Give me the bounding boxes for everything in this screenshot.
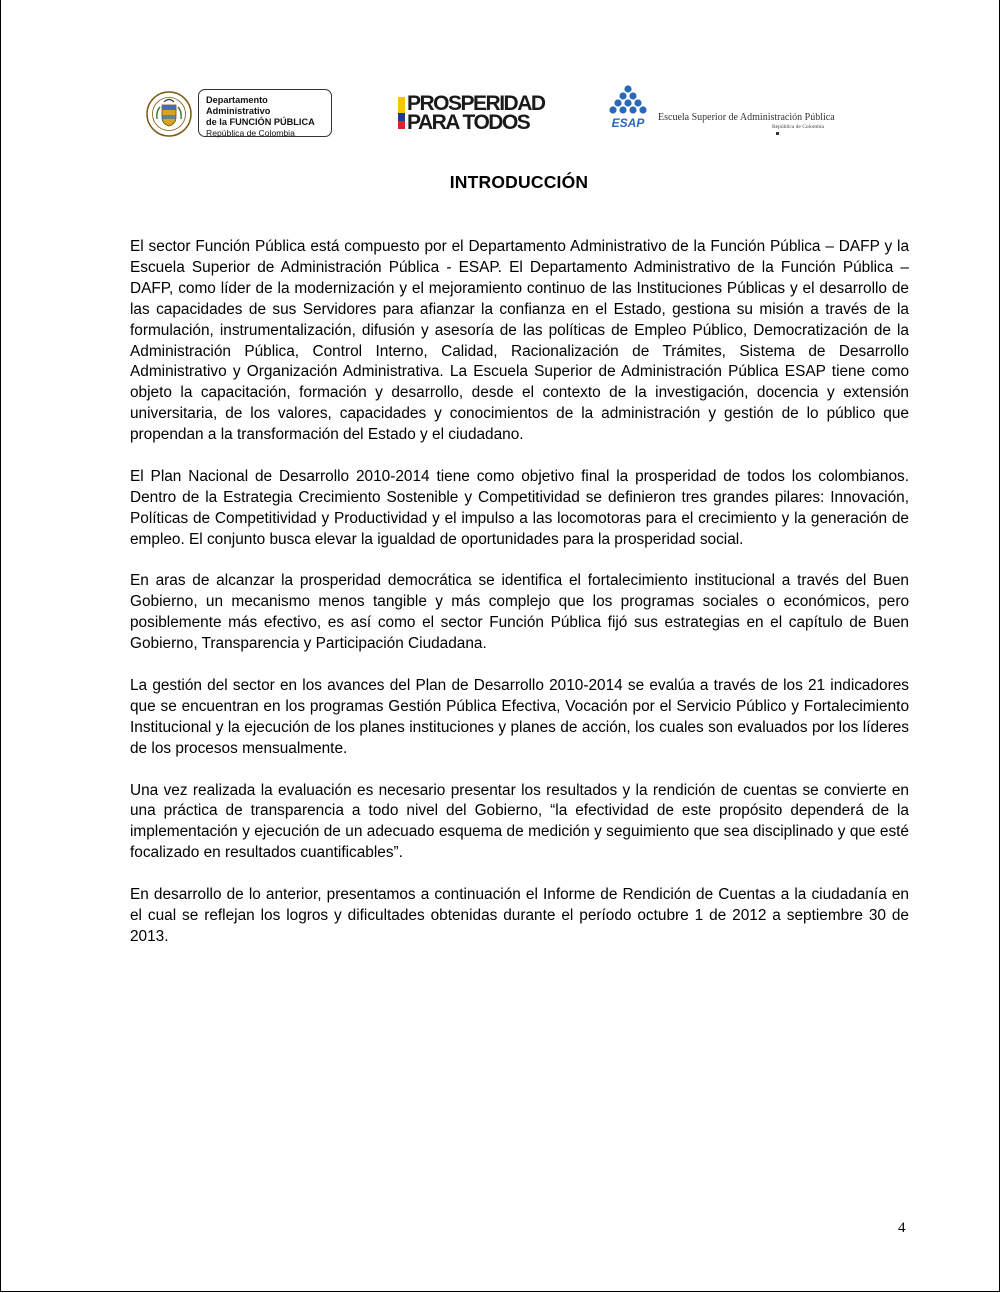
- dafp-logo: [146, 89, 336, 141]
- esap-logo-subtitle: República de Colombia: [772, 124, 824, 130]
- page-number: 4: [898, 1220, 906, 1236]
- prosperidad-line1: PROSPERIDAD: [407, 92, 545, 115]
- paragraph-3: En aras de alcanzar la prosperidad democrática se identifica el fortalecimiento institucional a través del Buen Gobierno, un mecanismo menos tangible y más complejo que los programas sociales o económicos, pero posiblemente más efectivo, es así como el sector Función Pública fijó sus estrategias en el capítulo de Buen Gobierno, Transparencia y Participación Ciudadana.: [130, 572, 909, 653]
- paragraph-1: El sector Función Pública está compuesto por el Departamento Administrativo de la Función Pública – DAFP y la Escuela Superior de Administración Pública - ESAP. El Departamento Administrativo de la Función Pública – DAFP, como líder de la modernización y el mejoramiento continuo de las Instituciones Públicas y el desarrollo de las capacidades de sus Servidores para afianzar la confianza en el Estado, gestiona su misión a través de la formulación, instrumentalización, difusión y asesoría de las políticas de Empleo Público, Democratización de la Administración Pública, Control Interno, Calidad, Racionalización de Trámites, Sistema de Desarrollo Administrativo y Organización Administrativa. La Escuela Superior de Administración Pública ESAP tiene como objeto la capacitación, formación y desarrollo, desde el contexto de la investigación, docencia y extensión universitaria, de los valores, capacidades y conocimientos de la administración y gestión de lo público que propendan a la transformación del Estado y el ciudadano.: [130, 238, 909, 444]
- header-logos: [1, 84, 1001, 144]
- document-body: [130, 237, 909, 969]
- prosperidad-logo-text: [407, 94, 545, 132]
- paragraph-4: La gestión del sector en los avances del Plan de Desarrollo 2010-2014 se evalúa a través de los 21 indicadores que se encuentran en los programas Gestión Pública Efectiva, Vocación por el Servicio Público y Fortalecimiento Institucional y la ejecución de los planes instituciones y planes de acción, los cuales son evaluados por los líderes de los procesos mensualmente.: [130, 676, 909, 757]
- dafp-logo-line1: Departamento Administrativo: [206, 95, 271, 116]
- paragraph-2: El Plan Nacional de Desarrollo 2010-2014 tiene como objetivo final la prosperidad de todos los colombianos. Dentro de la Estrategia Crecimiento Sostenible y Competitividad se definieron tres grandes pilares: Innovación, Políticas de Competitividad y Productividad y el impulso a las locomotoras para el crecimiento y la generación de empleo. El conjunto busca elevar la igualdad de oportunidades para la prosperidad social.: [130, 467, 909, 548]
- prosperidad-logo: [398, 94, 550, 134]
- esap-mark-text: ESAP: [611, 116, 645, 130]
- paragraph-5: Una vez realizada la evaluación es necesario presentar los resultados y la rendición de cuentas se convierte en una práctica de transparencia a todo nivel del Gobierno, “la efectividad de este propósito dependerá de la implementación y ejecución de un adecuado esquema de medición y seguimiento que sea disciplinado y que esté focalizado en resultados cuantificables”.: [130, 781, 909, 862]
- dafp-logo-box: [198, 89, 332, 137]
- colombia-flag-bar-icon: [398, 97, 405, 129]
- esap-logo-dot: [776, 132, 779, 135]
- page-title: INTRODUCCIÓN: [449, 172, 589, 192]
- esap-logo-name: Escuela Superior de Administración Pública: [658, 112, 835, 123]
- paragraph-6: En desarrollo de lo anterior, presentamos a continuación el Informe de Rendición de Cuentas a la ciudadanía en el cual se reflejan los logros y dificultades obtenidas durante el período octubre 1 de 2012 a septiembre 30 de 2013.: [130, 886, 909, 945]
- esap-pyramid-icon: [602, 84, 658, 132]
- colombia-seal-icon: [146, 91, 192, 137]
- esap-logo: [602, 84, 835, 144]
- prosperidad-line2: PARA TODOS: [407, 111, 530, 134]
- dafp-logo-line3: República de Colombia: [206, 128, 295, 138]
- dafp-logo-line2: de la FUNCIÓN PÚBLICA: [206, 117, 315, 127]
